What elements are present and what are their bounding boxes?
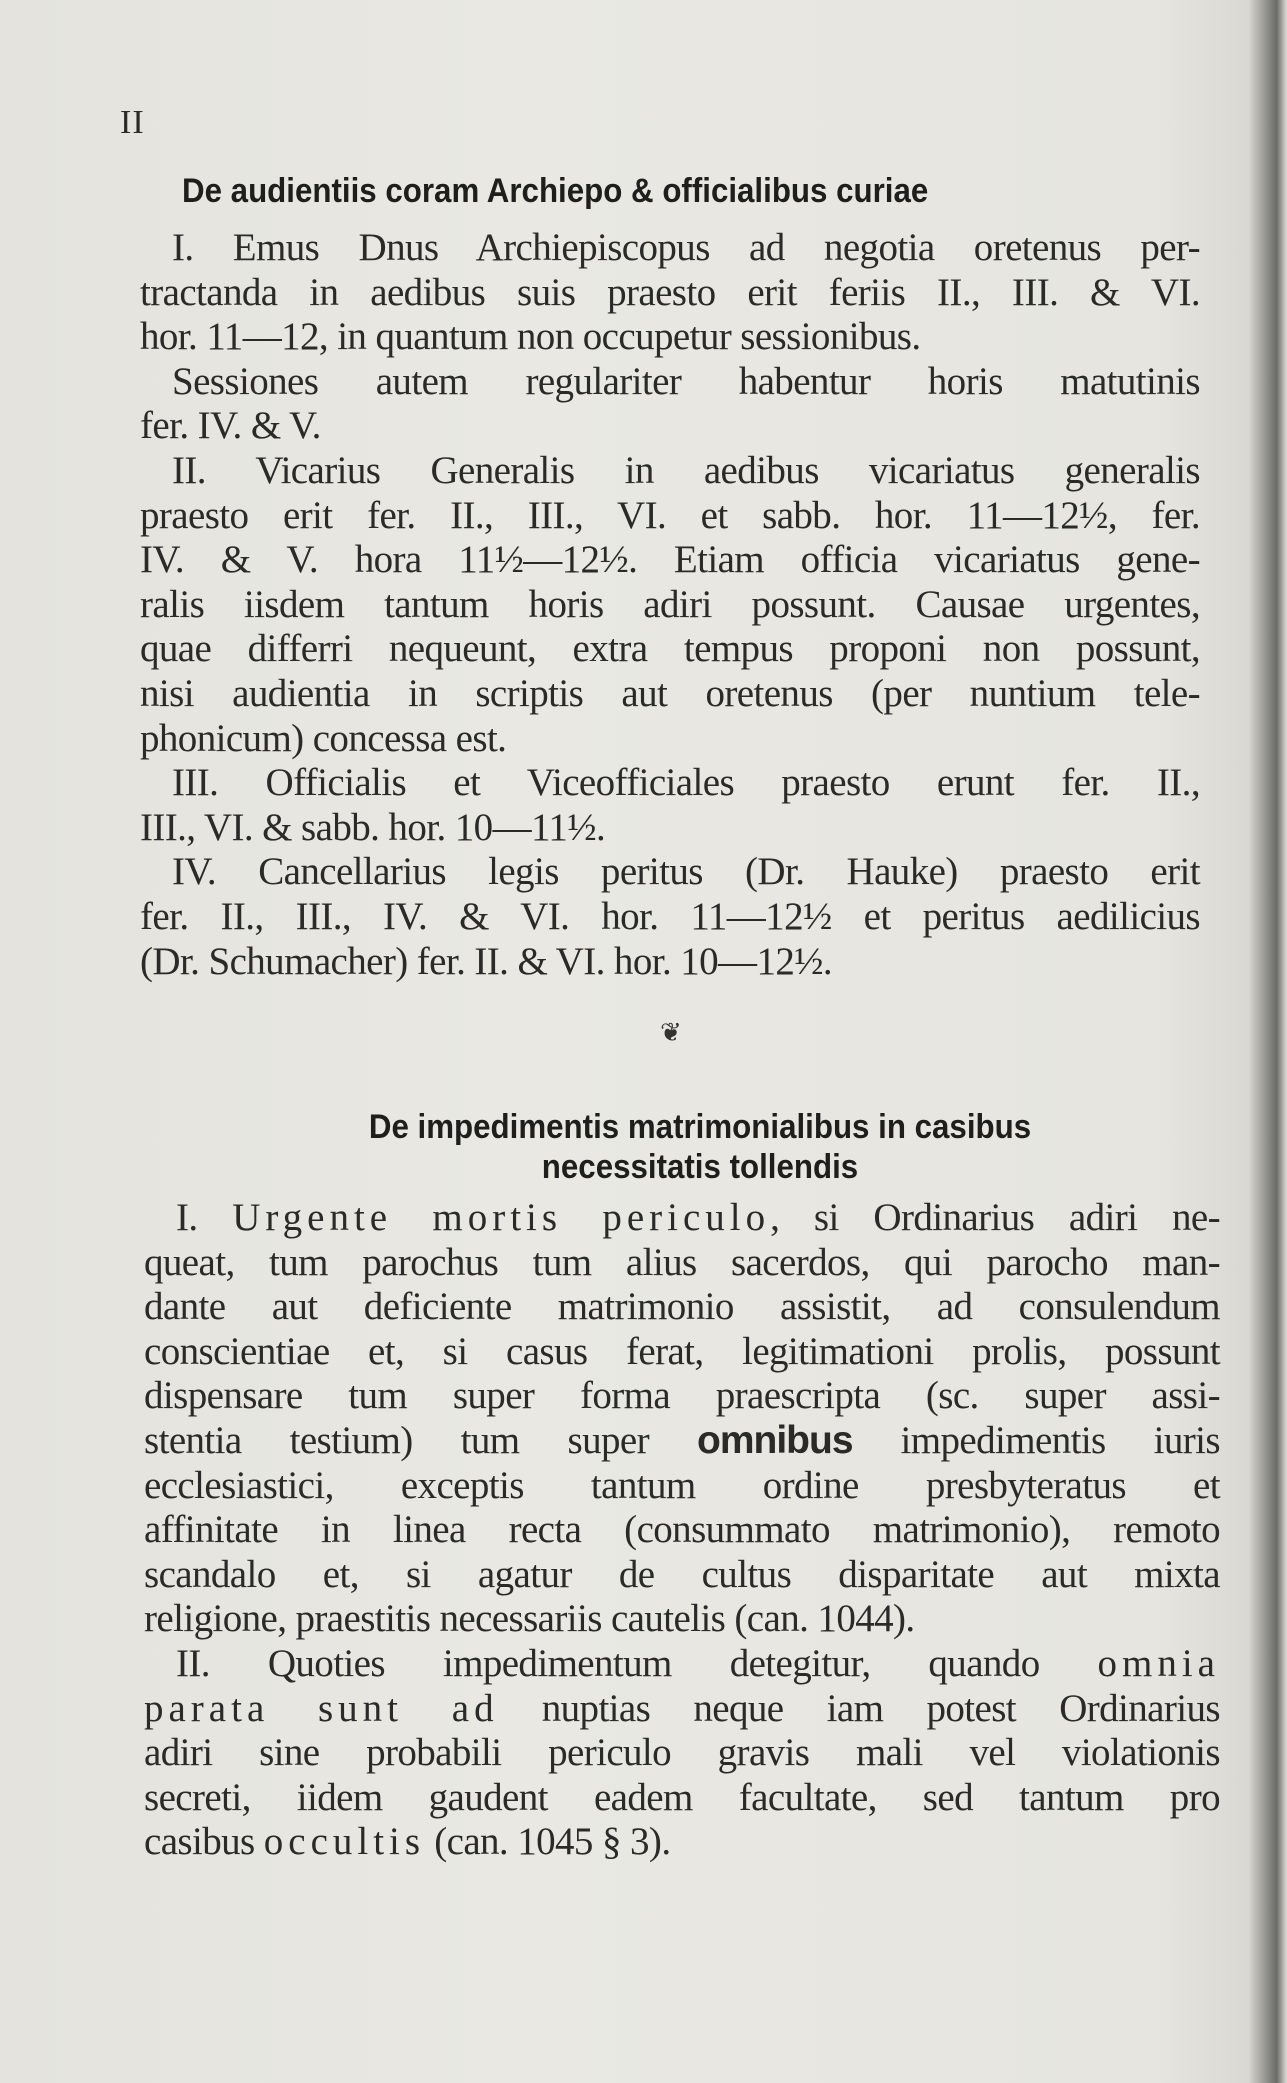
text-segment: , si Ordinarius adiri ne- [770,1196,1221,1239]
text-line [140,806,1200,851]
text-line [144,1597,1220,1642]
text-line [140,717,1200,762]
text-segment: nisi audientia in scriptis aut oretenus (per nuntium tele- [140,671,1200,715]
text-segment: III., VI. & sabb. hor. 10—11½. [140,805,606,849]
text-line [140,940,1200,985]
text-segment: fer. II., III., IV. & VI. hor. 11—12½ et peritus aedilicius [140,894,1200,938]
text-segment: casibus [144,1820,264,1864]
text-line [144,1419,1220,1464]
text-line [144,1330,1220,1375]
text-segment: tractanda in aedibus suis praesto erit feriis II., III. & VI. [140,270,1200,314]
text-segment: Sessiones autem regulariter habentur horis matutinis [172,359,1200,403]
text-line [144,1285,1220,1330]
text-segment: dispensare tum super forma praescripta (sc. super assi- [144,1374,1220,1418]
spaced-text: omnia [1097,1641,1220,1685]
spaced-text: parata sunt ad [144,1686,499,1730]
text-segment: III. Officialis et Viceofficiales praesto erunt fer. II., [172,761,1200,805]
text-line [140,226,1200,271]
text-segment: (Dr. Schumacher) fer. II. & VI. hor. 10—12½. [140,939,833,983]
text-segment: dante aut deficiente matrimonio assistit, ad consulendum [144,1285,1220,1329]
text-segment: IV. Cancellarius legis peritus (Dr. Hauke) praesto erit [172,850,1200,894]
bold-text: omnibus [697,1418,853,1462]
spaced-text: occultis [263,1820,426,1864]
text-segment: hor. 11—12, in quantum non occupetur sessionibus. [140,315,921,359]
section-heading-audientiis: De audientiis coram Archiepo & officialibus curiae [182,172,929,210]
text-segment: impedimentis iuris [852,1418,1220,1462]
text-segment: II. Quoties impedimentum detegitur, quando [176,1641,1098,1685]
text-line [140,627,1200,672]
text-line [140,271,1200,316]
spaced-text: Urgente mortis periculo [232,1196,771,1239]
text-segment: queat, tum parochus tum alius sacerdos, qui parocho man- [144,1240,1220,1284]
text-line [144,1642,1220,1687]
text-segment: secreti, iidem gaudent eadem facultate, sed tantum pro [144,1775,1220,1819]
text-segment: praesto erit fer. II., III., VI. et sabb. hor. 11—12½, fer. [140,493,1200,537]
text-line [144,1776,1220,1821]
page-number: II [120,104,145,141]
text-segment: adiri sine probabili periculo gravis mali vel violationis [144,1731,1220,1775]
text-segment: fer. IV. & V. [140,404,321,448]
section-body-audientiis [140,226,1200,984]
text-line [144,1241,1220,1286]
text-line [140,895,1200,940]
text-segment: affinitate in linea recta (consummato matrimonio), remoto [144,1508,1220,1552]
text-line [140,360,1200,405]
text-segment: (can. 1045 § 3). [425,1820,671,1864]
text-line [140,583,1200,628]
text-line [144,1374,1220,1419]
text-line [140,672,1200,717]
text-line [140,538,1200,583]
text-segment: religione, praestitis necessariis cautelis (can. 1044). [144,1597,915,1641]
text-line [140,449,1200,494]
text-line [144,1553,1220,1598]
text-line [144,1731,1220,1776]
text-segment: ralis iisdem tantum horis adiri possunt. Causae urgentes, [140,582,1200,626]
section-body-impedimentis [144,1196,1220,1865]
text-segment: I. Emus Dnus Archiepiscopus ad negotia oretenus per- [172,226,1200,269]
section-heading-impedimentis-line-2: necessitatis tollendis [541,1148,859,1186]
text-line [140,761,1200,806]
text-line [144,1820,1220,1865]
text-segment: IV. & V. hora 11½—12½. Etiam officia vicariatus gene- [140,538,1200,582]
text-line [144,1508,1220,1553]
text-segment: I. [176,1196,233,1239]
section-heading-impedimentis-line-1: De impedimentis matrimonialibus in casibus [368,1108,1032,1146]
text-segment: II. Vicarius Generalis in aedibus vicariatus generalis [172,448,1200,492]
ornament-divider: ❦ [660,1018,682,1047]
text-segment: ecclesiastici, exceptis tantum ordine presbyteratus et [144,1463,1220,1507]
text-segment: nuptias neque iam potest Ordinarius [498,1686,1220,1730]
text-line [140,494,1200,539]
text-segment: conscientiae et, si casus ferat, legitimationi prolis, possunt [144,1329,1220,1373]
text-line [140,850,1200,895]
text-line [140,315,1200,360]
text-line [144,1196,1220,1241]
text-segment: quae differri nequeunt, extra tempus proponi non possunt, [140,627,1200,671]
text-segment: scandalo et, si agatur de cultus disparitate aut mixta [144,1552,1220,1596]
text-segment: phonicum) concessa est. [140,716,507,760]
text-line [140,404,1200,449]
text-line [144,1464,1220,1509]
text-segment: stentia testium) tum super [144,1418,698,1462]
text-line [144,1687,1220,1732]
